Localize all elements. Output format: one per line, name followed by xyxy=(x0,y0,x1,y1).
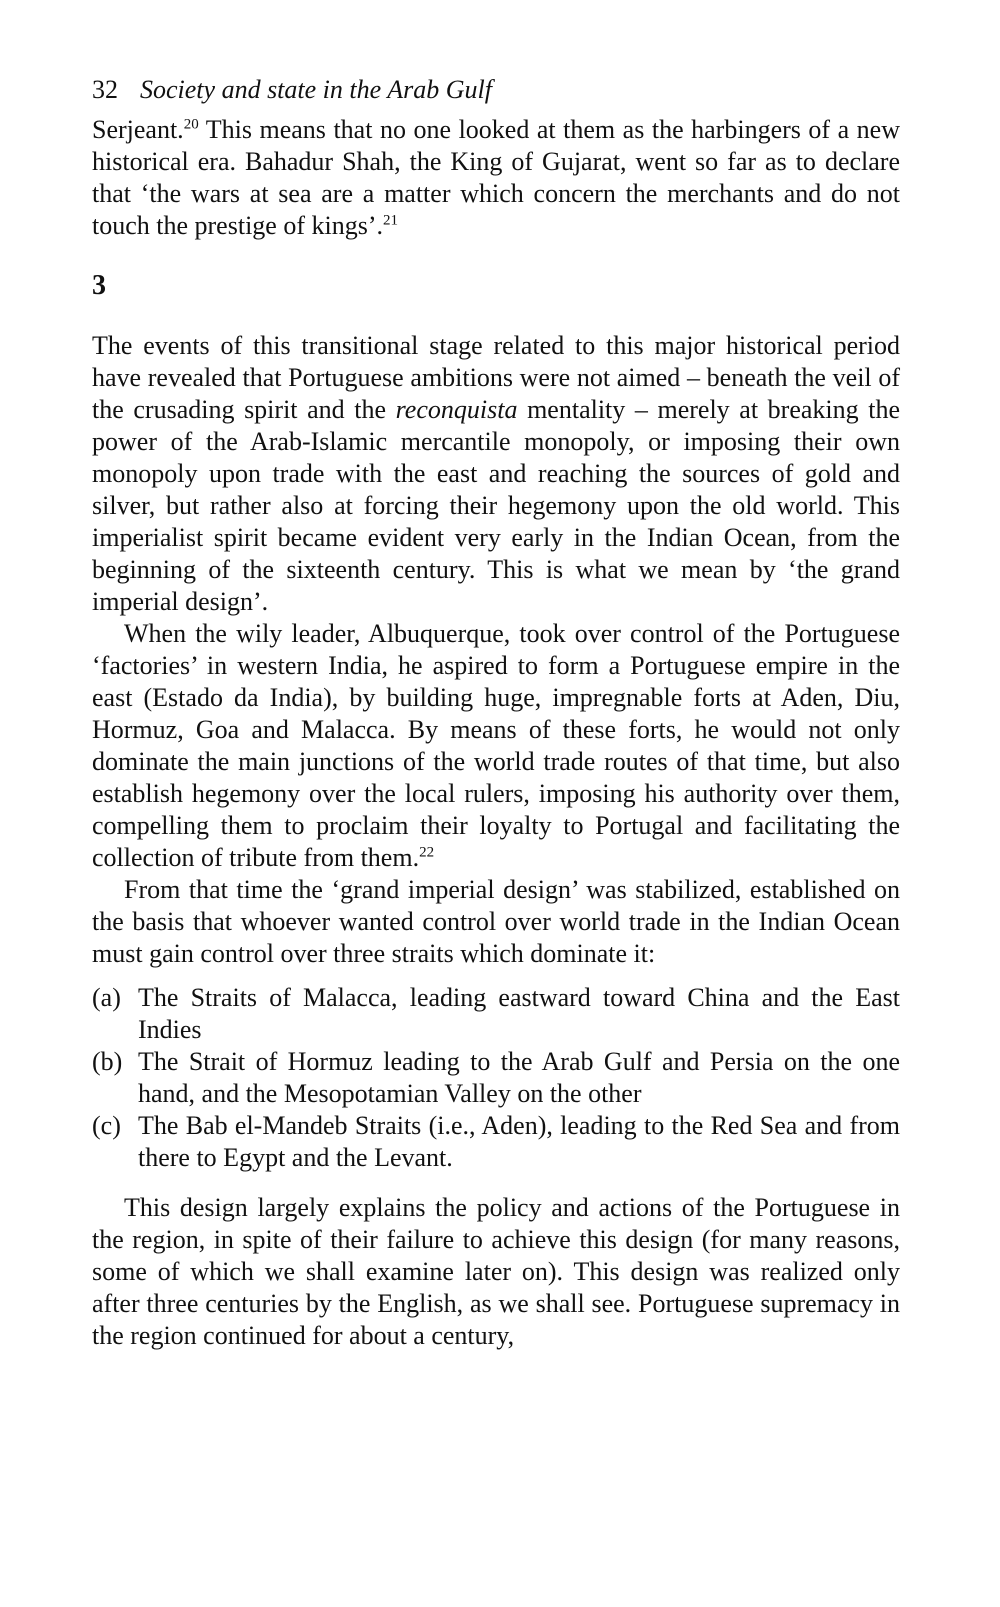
list-item-text: The Straits of Malacca, leading eastward toward China and the East Indies xyxy=(138,983,900,1044)
straits-list xyxy=(92,982,900,1174)
list-item xyxy=(92,982,900,1046)
list-item xyxy=(92,1046,900,1110)
list-marker: (a) xyxy=(92,983,121,1012)
footnote-ref: 22 xyxy=(419,844,435,861)
paragraph-text: When the wily leader, Albuquerque, took over control of the Portuguese ‘factories’ in western India, he aspired to form a Portuguese empire in the east (Estado da India), by building huge, impregnable forts at Aden, Diu, Hormuz, Goa and Malacca. By means of these forts, he would not only dominate the main junctions of the world trade routes of that time, but also establish hegemony over the local rulers, imposing his authority over them, compelling them to proclaim their loyalty to Portugal and facilitating the collection of tribute from them. xyxy=(92,619,900,872)
list-item xyxy=(92,1110,900,1174)
paragraph-text: Serjeant. xyxy=(92,115,184,144)
paragraph xyxy=(92,618,900,874)
list-marker: (b) xyxy=(92,1047,123,1076)
list-item-text: The Strait of Hormuz leading to the Arab Gulf and Persia on the one hand, and the Mesopotamian Valley on the other xyxy=(138,1047,900,1108)
paragraph-text: The events of this transitional stage related to this major historical period have revealed that Portuguese ambitions were not aimed – beneath the veil of the crusading spirit and the xyxy=(92,331,900,424)
paragraph xyxy=(92,1192,900,1352)
list-item-text: The Bab el-Mandeb Straits (i.e., Aden), leading to the Red Sea and from there to Egypt and the Levant. xyxy=(138,1111,900,1172)
running-title: Society and state in the Arab Gulf xyxy=(140,75,492,104)
paragraph-continuation xyxy=(92,114,900,242)
paragraph-text: This means that no one looked at them as the harbingers of a new historical era. Bahadur Shah, the King of Gujarat, went so far as to declare that ‘the wars at sea are a matter which concern the merchants and do not touch the prestige of kings’. xyxy=(92,115,900,240)
footnote-ref: 21 xyxy=(383,212,398,229)
paragraph xyxy=(92,874,900,970)
page-number: 32 xyxy=(92,75,118,104)
paragraph xyxy=(92,330,900,618)
section-number: 3 xyxy=(92,270,106,301)
paragraph-text: This design largely explains the policy and actions of the Portuguese in the region, in spite of their failure to achieve this design (for many reasons, some of which we shall examine later on). This design was realized only after three centuries by the English, as we shall see. Portuguese supremacy in the region continued for about a century, xyxy=(92,1193,900,1350)
running-head xyxy=(92,74,900,106)
book-page xyxy=(92,74,900,1352)
list-marker: (c) xyxy=(92,1111,121,1140)
paragraph-text: mentality – merely at breaking the power of the Arab-Islamic mercantile monopoly, or imposing their own monopoly upon trade with the east and reaching the sources of gold and silver, but rather also at forcing their hegemony upon the old world. This imperialist spirit became evident very early in the Indian Ocean, from the beginning of the sixteenth century. This is what we mean by ‘the grand imperial design’. xyxy=(92,395,900,616)
footnote-ref: 20 xyxy=(183,116,199,133)
paragraph-text: From that time the ‘grand imperial design’ was stabilized, established on the basis that whoever wanted control over world trade in the Indian Ocean must gain control over three straits which dominate it: xyxy=(92,875,900,968)
italic-term: reconquista xyxy=(395,395,518,424)
